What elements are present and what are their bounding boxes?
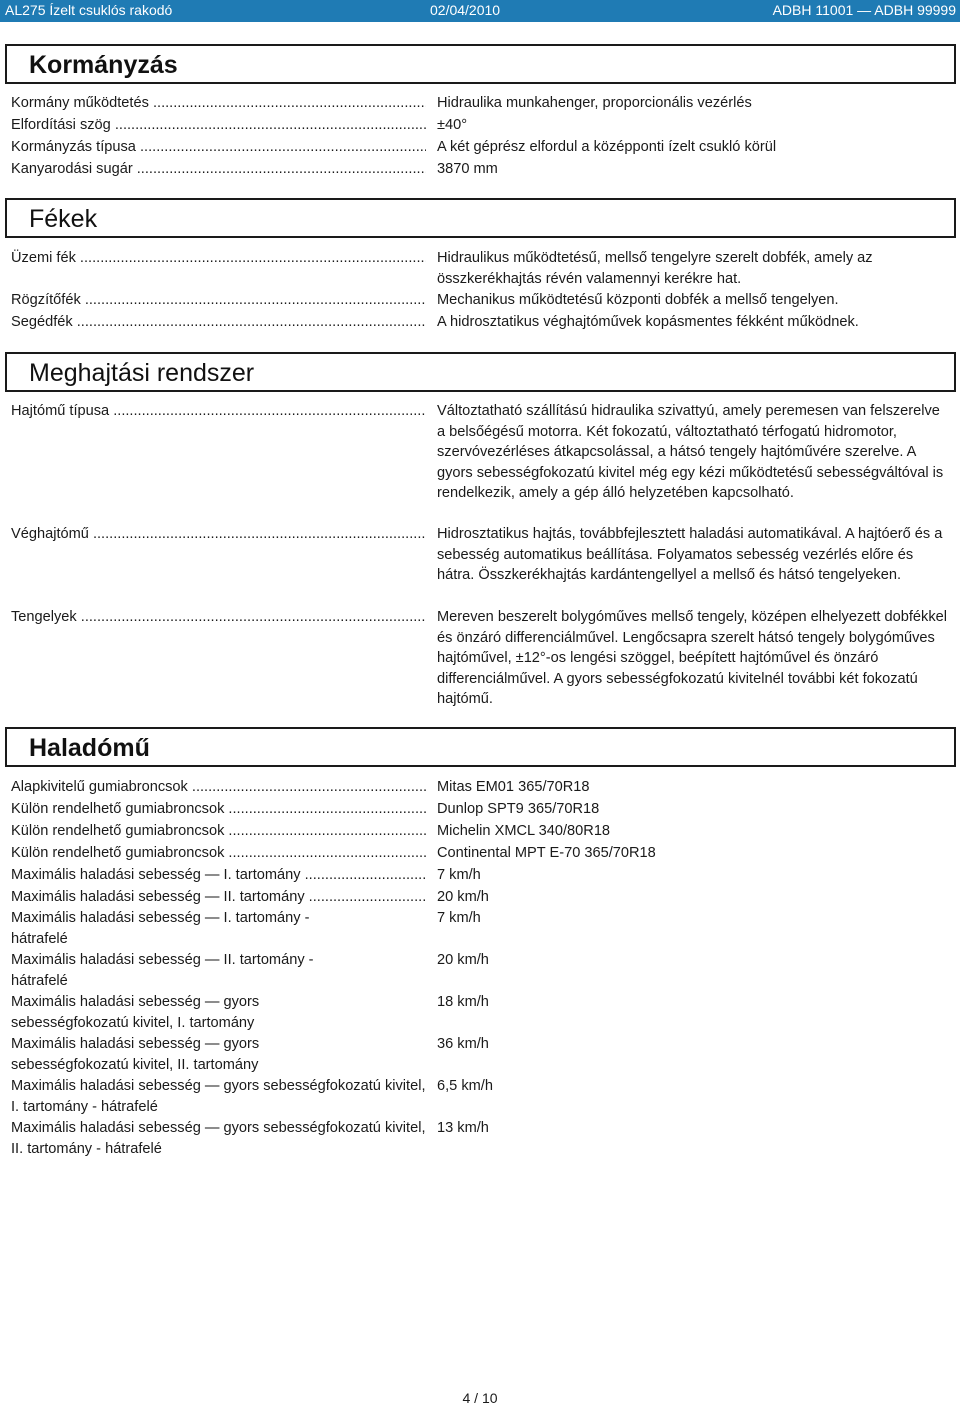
spec-key: Elfordítási szög .....	[11, 115, 426, 136]
spec-value: 20 km/h	[437, 889, 489, 905]
section-title: Meghajtási rendszer	[29, 359, 255, 387]
section-drive-header	[5, 352, 956, 392]
spec-value: Hidraulikus működtetésű, mellső tengelyre szerelt dobfék, amely az összkerékhajtás révén valamennyi kerékre hat.	[437, 250, 873, 287]
spec-key: Maximális haladási sebesség — gyors sebességfokozatú kivitel, I. tartomány	[11, 994, 260, 1031]
spec-key: Kormány működtetés .....	[11, 93, 426, 114]
spec-value: Változtatható szállítású hidraulika szivattyú, amely peremesen van felszerelve a belsőégésű motorra. Két fokozatú, változtatható térfogatú hidromotor, szervóvezérléses átkapcsolással, a hátsó tengely hajtóművére szerelve. A gyors sebességfokozatú kivitel még egy kézi működtetésű sebességváltóval is rendelkezik, amely a gép álló helyzetében kapcsolható.	[437, 403, 944, 501]
spec-value: Mechanikus működtetésű központi dobfék a mellső tengelyen.	[437, 292, 839, 308]
section-steering-header	[5, 44, 956, 84]
section-title: Kormányzás	[29, 51, 178, 79]
spec-value: 3870 mm	[437, 161, 498, 177]
spec-key: Maximális haladási sebesség — I. tartomány .....	[11, 865, 426, 886]
spec-key: Külön rendelhető gumiabroncsok .....	[11, 821, 426, 842]
spec-value: A két géprész elfordul a középponti ízelt csukló körül	[437, 139, 777, 155]
spec-key: Rögzítőfék .....	[11, 290, 426, 311]
spec-key: Tengelyek .....	[11, 607, 426, 628]
spec-value: 6,5 km/h	[437, 1078, 493, 1094]
spec-key: Maximális haladási sebesség — II. tartomány .....	[11, 887, 426, 908]
spec-key: Véghajtómű .....	[11, 524, 426, 545]
spec-value: 18 km/h	[437, 994, 489, 1010]
spec-key: Alapkivitelű gumiabroncsok .....	[11, 777, 426, 798]
spec-value: 36 km/h	[437, 1036, 489, 1052]
spec-value: A hidrosztatikus véghajtóművek kopásmentes fékként működnek.	[437, 314, 859, 330]
section-title: Haladómű	[29, 734, 150, 762]
spec-key: Maximális haladási sebesség — I. tartomány - hátrafelé	[11, 910, 310, 947]
spec-value: Mereven beszerelt bolygóműves mellső tengely, középen elhelyezett dobfékkel és önzáró differenciálművel. Lengőcsapra szerelt hátsó tengely bolygóműves hajtóművel, ±12°-os lengési szöggel, beépített hajtóművel és önzáró differenciálművel. A gyors sebességfokozatú kivitelnél további két fokozatú hajtómű.	[437, 609, 947, 707]
spec-value: Hidraulika munkahenger, proporcionális vezérlés	[437, 95, 752, 111]
spec-value: Hidrosztatikus hajtás, továbbfejlesztett haladási automatikával. A hajtóerő és a sebesség automatikus beállítása. Folyamatos sebesség vezérlés előre és hátra. Összkerékhajtás kardántengellyel a mellső és hátsó tengelyeken.	[437, 526, 943, 583]
spec-key: Maximális haladási sebesség — gyors sebességfokozatú kivitel, I. tartomány - hátrafelé	[11, 1078, 426, 1115]
header-date: 02/04/2010	[430, 2, 501, 18]
spec-key: Segédfék .....	[11, 312, 426, 333]
spec-value: 7 km/h	[437, 867, 481, 883]
spec-key: Maximális haladási sebesség — gyors sebességfokozatú kivitel, II. tartomány - hátrafelé	[11, 1120, 426, 1157]
section-travel-header	[5, 727, 956, 767]
spec-key: Maximális haladási sebesség — gyors sebességfokozatú kivitel, II. tartomány	[11, 1036, 260, 1073]
spec-key: Hajtómű típusa .....	[11, 401, 426, 422]
spec-value: Continental MPT E-70 365/70R18	[437, 845, 656, 861]
spec-key: Kanyarodási sugár .....	[11, 159, 426, 180]
header-bar	[0, 0, 960, 22]
spec-key: Üzemi fék .....	[11, 248, 426, 269]
spec-key: Külön rendelhető gumiabroncsok .....	[11, 799, 426, 820]
header-model: AL275 Ízelt csuklós rakodó	[5, 2, 173, 18]
spec-value: 13 km/h	[437, 1120, 489, 1136]
spec-value: 20 km/h	[437, 952, 489, 968]
header-serial-range: ADBH 11001 — ADBH 99999	[772, 2, 956, 18]
page-number: 4 / 10	[462, 1390, 498, 1406]
spec-key: Maximális haladási sebesség — II. tartomány - hátrafelé	[11, 952, 314, 989]
spec-value: 7 km/h	[437, 910, 481, 926]
spec-key: Kormányzás típusa .....	[11, 137, 426, 158]
spec-value: ±40°	[437, 117, 468, 133]
spec-value: Michelin XMCL 340/80R18	[437, 823, 611, 839]
spec-value: Mitas EM01 365/70R18	[437, 779, 590, 795]
section-title: Fékek	[29, 205, 98, 233]
spec-value: Dunlop SPT9 365/70R18	[437, 801, 600, 817]
spec-key: Külön rendelhető gumiabroncsok .....	[11, 843, 426, 864]
section-brakes-header	[5, 198, 956, 238]
